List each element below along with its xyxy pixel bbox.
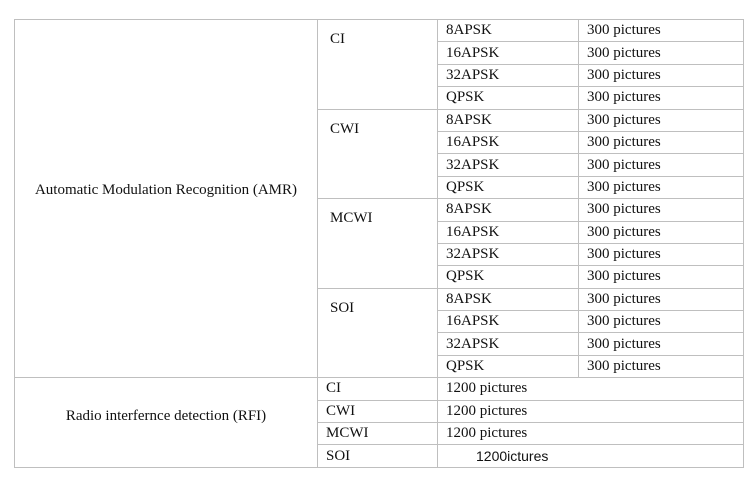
count-cell: 1200 pictures (438, 423, 744, 445)
category-label: CWI (330, 120, 360, 137)
modulation-cell: 32APSK (438, 333, 579, 355)
category-cell: CWI (318, 400, 438, 422)
modulation-cell: QPSK (438, 176, 579, 198)
count-cell: 300 pictures (579, 42, 744, 64)
dataset-table-body (15, 20, 744, 468)
count-cell: 300 pictures (579, 20, 744, 42)
table-row (15, 20, 744, 42)
category-cell: CI (318, 378, 438, 400)
modulation-cell: 8APSK (438, 20, 579, 42)
count-cell: 300 pictures (579, 87, 744, 109)
category-cell: MCWI (318, 423, 438, 445)
modulation-cell: 16APSK (438, 42, 579, 64)
modulation-cell: 32APSK (438, 64, 579, 86)
count-cell: 300 pictures (579, 221, 744, 243)
modulation-cell: 8APSK (438, 109, 579, 131)
modulation-cell: QPSK (438, 266, 579, 288)
count-cell: 300 pictures (579, 64, 744, 86)
task-cell-amr (15, 20, 318, 378)
count-cell: 300 pictures (579, 333, 744, 355)
modulation-cell: QPSK (438, 355, 579, 377)
task-label-rfi: Radio interfernce detection (RFI) (65, 408, 267, 425)
category-label: CI (330, 31, 345, 47)
task-label-amr: Automatic Modulation Recognition (AMR) (34, 182, 298, 199)
category-label: SOI (330, 299, 355, 316)
count-cell: 300 pictures (579, 355, 744, 377)
dataset-table (14, 19, 744, 468)
category-cell (318, 199, 438, 289)
count-cell: 1200 pictures (438, 378, 744, 400)
category-cell: SOI (318, 445, 438, 467)
category-cell (318, 288, 438, 378)
modulation-cell: 16APSK (438, 311, 579, 333)
modulation-cell: 16APSK (438, 221, 579, 243)
category-cell (318, 20, 438, 110)
count-cell: 300 pictures (579, 154, 744, 176)
modulation-cell: 8APSK (438, 288, 579, 310)
count-cell: 300 pictures (579, 131, 744, 153)
task-cell-rfi (15, 378, 318, 468)
table-row (15, 378, 744, 400)
count-cell: 300 pictures (579, 109, 744, 131)
modulation-cell: 32APSK (438, 154, 579, 176)
count-cell: 300 pictures (579, 288, 744, 310)
count-cell: 300 pictures (579, 199, 744, 221)
modulation-cell: 8APSK (438, 199, 579, 221)
category-label: MCWI (330, 210, 373, 227)
modulation-cell: 16APSK (438, 131, 579, 153)
modulation-cell: 32APSK (438, 243, 579, 265)
count-cell: 300 pictures (579, 243, 744, 265)
count-cell: 1200ictures (438, 445, 744, 467)
category-cell (318, 109, 438, 199)
modulation-cell: QPSK (438, 87, 579, 109)
count-cell: 1200 pictures (438, 400, 744, 422)
count-cell: 300 pictures (579, 311, 744, 333)
count-cell: 300 pictures (579, 176, 744, 198)
count-cell: 300 pictures (579, 266, 744, 288)
